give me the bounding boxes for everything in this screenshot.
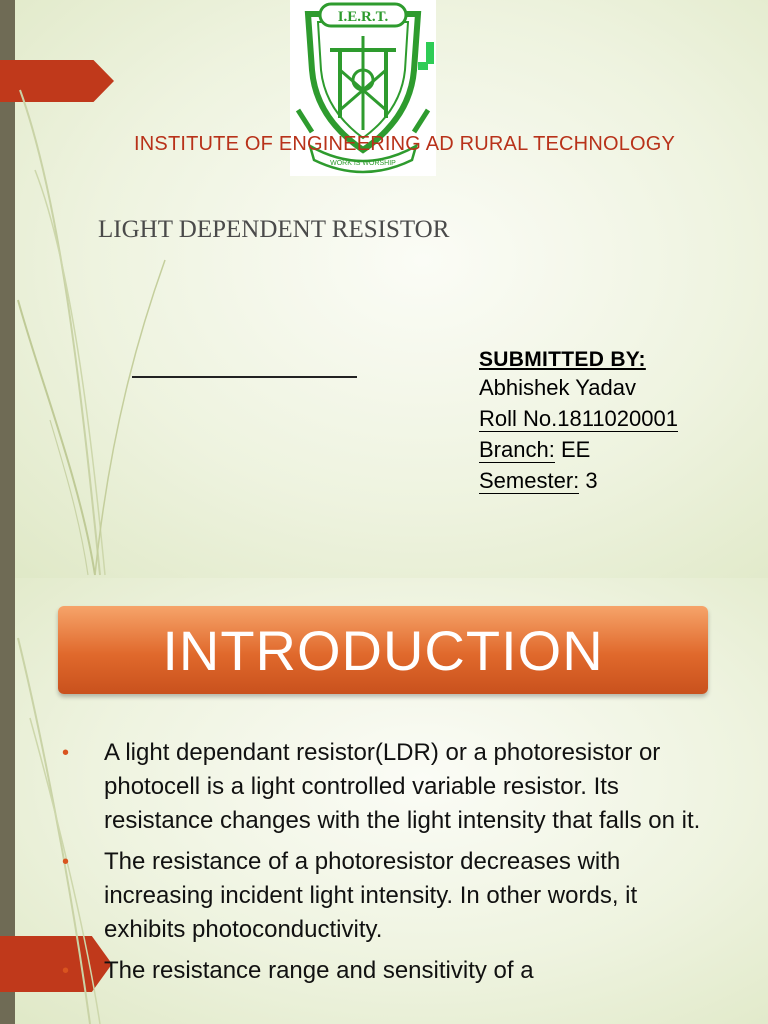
- list-item: [62, 845, 722, 947]
- introduction-slide: [0, 578, 768, 1024]
- bullet-dot-icon: •: [62, 851, 70, 873]
- bullet-dot-icon: •: [62, 742, 70, 764]
- branch-value: EE: [554, 437, 591, 462]
- list-item: [62, 954, 722, 988]
- signature-line: [132, 376, 357, 378]
- submitted-by-heading: SUBMITTED BY:: [479, 348, 646, 371]
- introduction-title-banner: [58, 606, 708, 694]
- roll-number-text: Roll No.1811020001: [479, 406, 678, 431]
- submitted-by-block: [479, 348, 678, 496]
- bullet-text: The resistance of a photoresistor decreases with increasing incident light intensity. In other words, it exhibits photoconductivity.: [104, 848, 638, 943]
- bullet-dot-icon: •: [62, 960, 70, 982]
- student-name: Abhishek Yadav: [479, 375, 636, 400]
- semester-value: 3: [579, 468, 598, 493]
- branch-label: Branch:: [479, 437, 555, 462]
- semester-label: Semester:: [479, 468, 580, 493]
- introduction-bullet-list: [62, 736, 722, 995]
- svg-text:I.E.R.T.: I.E.R.T.: [337, 9, 389, 25]
- bullet-text: The resistance range and sensitivity of a: [104, 957, 534, 984]
- introduction-heading: INTRODUCTION: [162, 618, 604, 682]
- bullet-text: A light dependant resistor(LDR) or a photoresistor or photocell is a light controlled variable resistor. Its resistance changes with the light intensity that falls on it.: [104, 739, 701, 834]
- list-item: [62, 736, 722, 838]
- project-title: LIGHT DEPENDENT RESISTOR: [98, 216, 450, 243]
- svg-text:WORK IS WORSHIP: WORK IS WORSHIP: [330, 160, 396, 167]
- roll-number: [479, 403, 678, 434]
- branch-line: [479, 434, 678, 465]
- institute-title: INSTITUTE OF ENGINEERING AD RURAL TECHNOLOGY: [134, 133, 676, 155]
- semester-line: [479, 465, 678, 496]
